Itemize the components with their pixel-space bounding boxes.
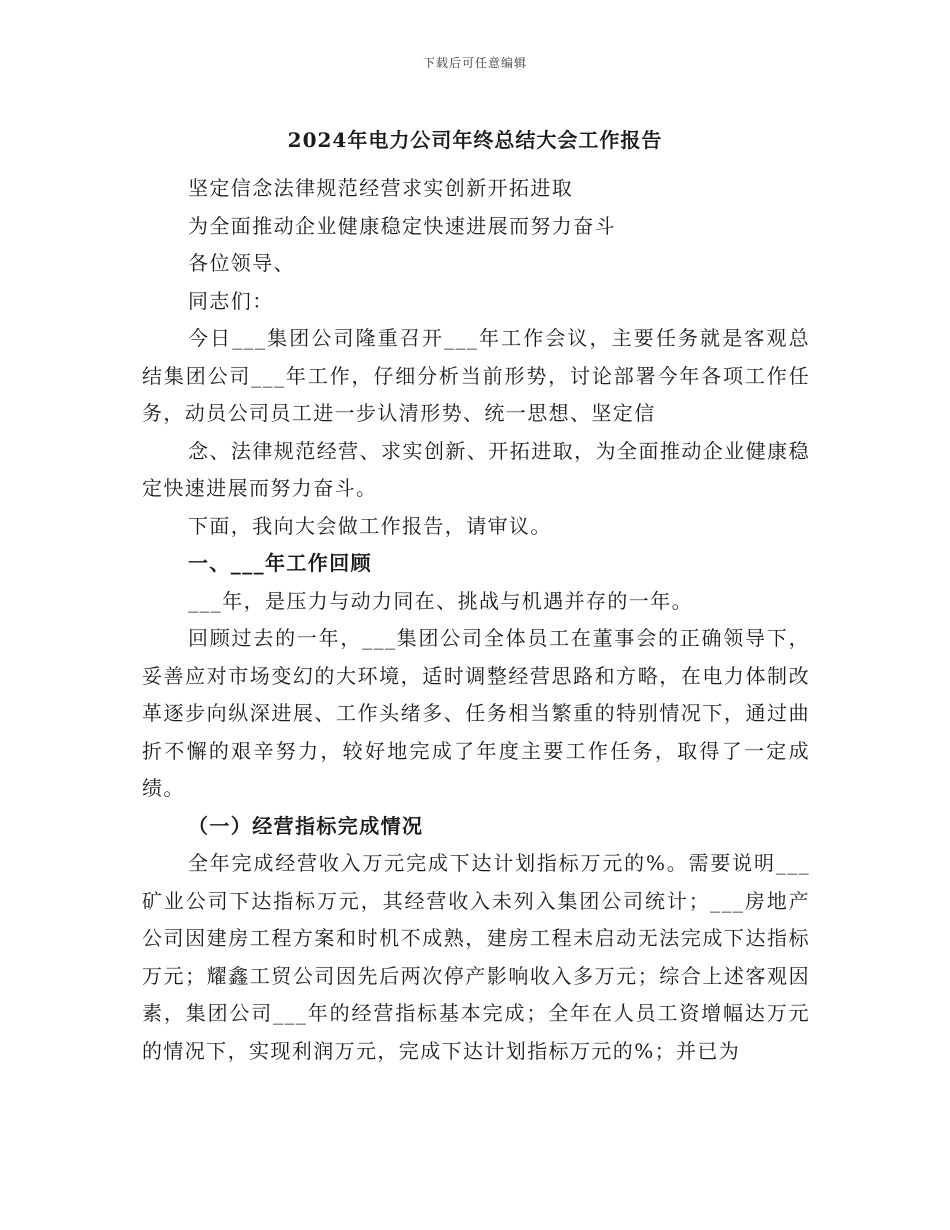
paragraph: 坚定信念法律规范经营求实创新开拓进取 — [188, 176, 574, 200]
paragraph: 全年完成经营收入万元完成下达计划指标万元的%。需要说明___矿业公司下达指标万元，其经营收入未列入集团公司统计；___房地产公司因建房工程方案和时机不成熟，建房工程未启动无法完成下达指标万元；耀鑫工贸公司因先后两次停产影响收入多万元；综合上述客观因素，集团公司___年的经营指标基本完成；全年在人员工资增幅达万元的情况下，实现利润万元，完成下达计划指标万元的%；并已为 — [142, 851, 810, 1063]
document-body — [142, 170, 810, 1070]
paragraph: 回顾过去的一年，___集团公司全体员工在董事会的正确领导下，妥善应对市场变幻的大环境，适时调整经营思路和方略，在电力体制改革逐步向纵深进展、工作头绪多、任务相当繁重的特别情况下，通过曲折不懈的艰辛努力，较好地完成了年度主要工作任务，取得了一定成绩。 — [142, 626, 810, 800]
paragraph: 今日___集团公司隆重召开___年工作会议，主要任务就是客观总结集团公司___年工作，仔细分析当前形势，讨论部署今年各项工作任务，动员公司员工进一步认清形势、统一思想、坚定信 — [142, 326, 810, 425]
paragraph: 各位领导、 — [188, 251, 295, 275]
paragraph: 同志们： — [188, 288, 274, 313]
paragraph: 为全面推动企业健康稳定快速进展而努力奋斗 — [188, 213, 616, 238]
paragraph: ___年，是压力与动力同在、挑战与机遇并存的一年。 — [188, 588, 693, 613]
paragraph: 念、法律规范经营、求实创新、开拓进取，为全面推动企业健康稳定快速进展而努力奋斗。 — [142, 438, 810, 500]
paragraph: 下面，我向大会做工作报告，请审议。 — [188, 513, 552, 538]
document-title: 2024年电力公司年终总结大会工作报告 — [287, 128, 663, 152]
subsection-heading: （一）经营指标完成情况 — [188, 813, 424, 838]
section-heading: 一、___年工作回顾 — [188, 551, 372, 575]
header-note: 下载后可任意编辑 — [422, 56, 527, 70]
